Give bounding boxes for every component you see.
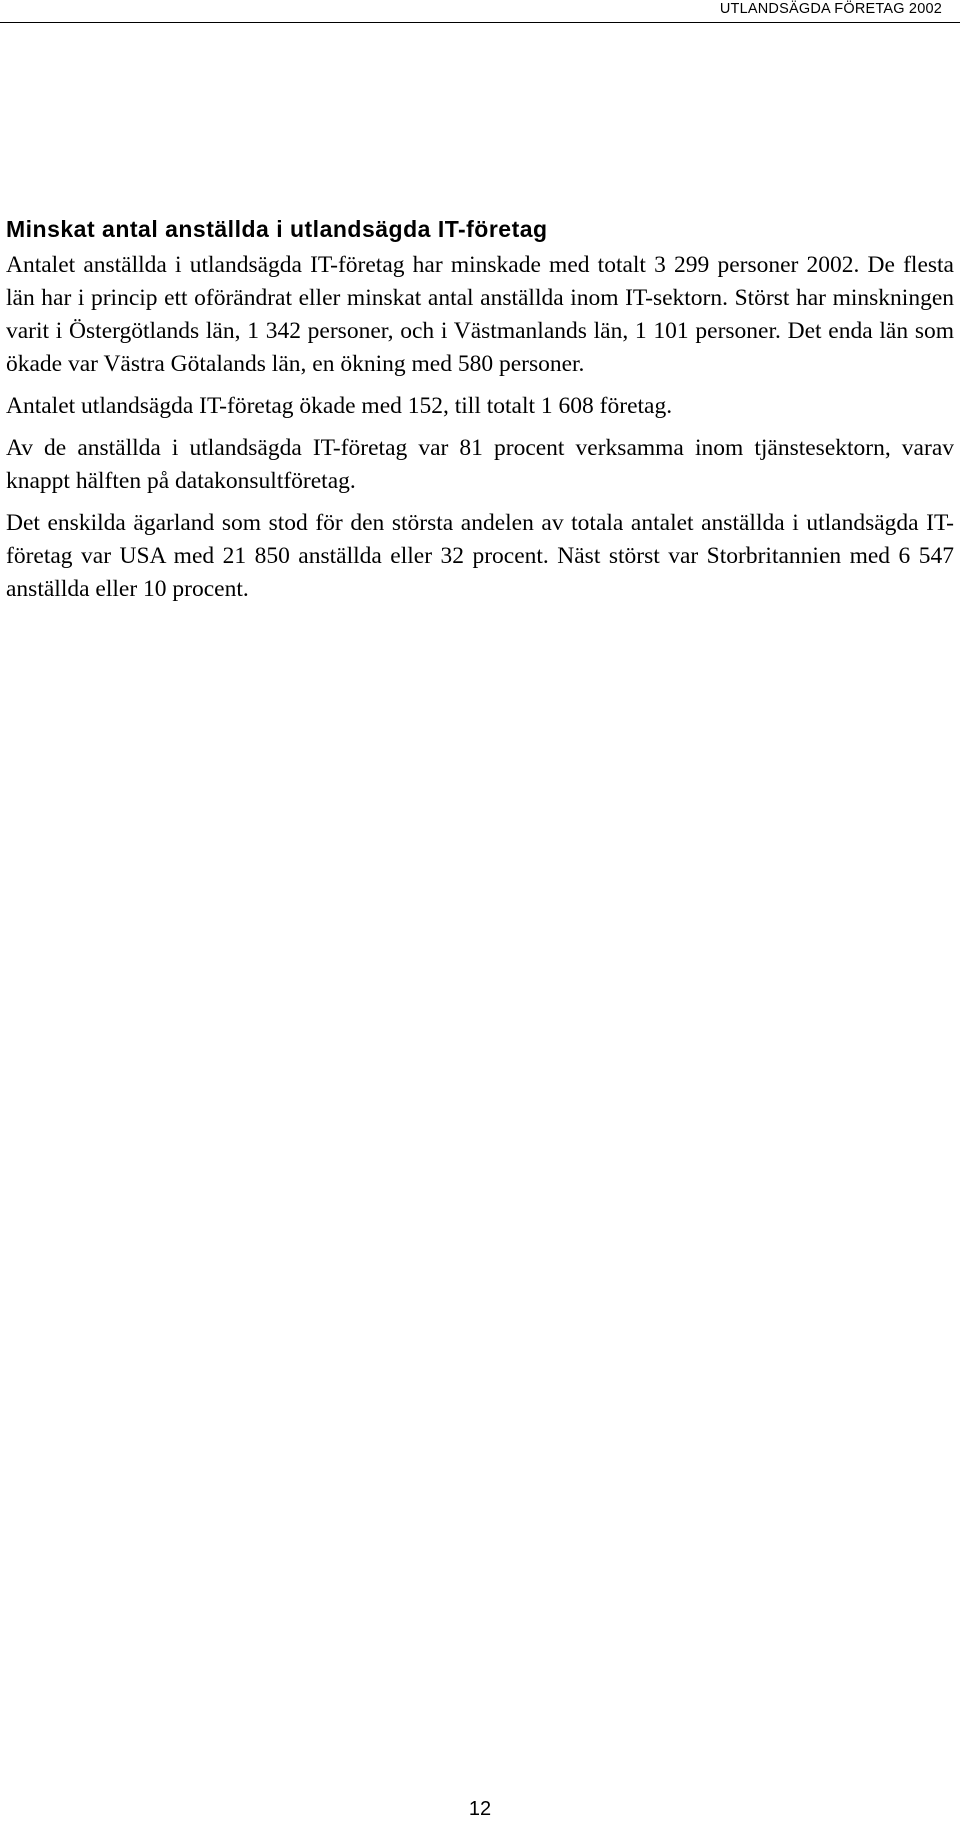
page-number-container	[0, 1798, 960, 1821]
paragraph-owner-countries: Det enskilda ägarland som stod för den största andelen av totala antalet anställda i utlandsägda IT-företag var USA med 21 850 anställda eller 32 procent. Näst störst var Storbritannien med 6 547 anställda eller 10 procent.	[6, 510, 954, 602]
page-number: 12	[468, 1798, 492, 1820]
paragraph-employees: Antalet anställda i utlandsägda IT-företag har minskade med totalt 3 299 personer 2002. De flesta län har i princip ett oförändrat eller minskat antal anställda inom IT-sektorn. Störst har minskningen varit i Östergötlands län, 1 342 personer, och i Västmanlands län, 1 101 personer. Det enda län som ökade var Västra Götalands län, en ökning med 580 personer.	[6, 252, 954, 377]
running-header	[0, 0, 960, 23]
paragraph-company-count: Antalet utlandsägda IT-företag ökade med 152, till totalt 1 608 företag.	[6, 393, 673, 419]
paragraph-service-sector: Av de anställda i utlandsägda IT-företag var 81 procent verksamma inom tjänstesektorn, varav knappt hälften på datakonsultföretag.	[6, 435, 954, 494]
main-content	[6, 212, 954, 615]
running-header-title: UTLANDSÄGDA FÖRETAG 2002	[719, 1, 942, 17]
section-heading: Minskat antal anställda i utlandsägda IT-företag	[6, 216, 548, 242]
